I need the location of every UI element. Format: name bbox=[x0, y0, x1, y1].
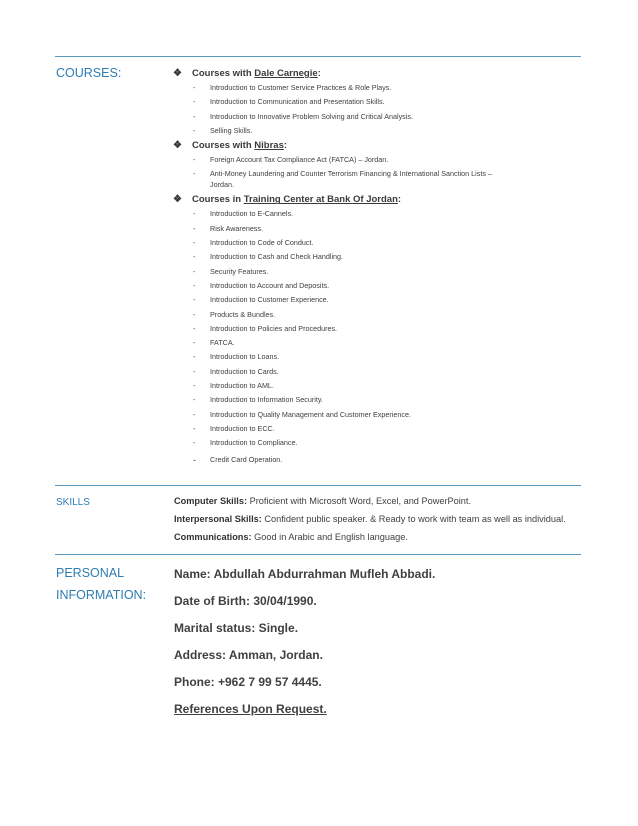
skills-section bbox=[160, 492, 585, 546]
list-item: - Introduction to Information Security. bbox=[193, 395, 323, 405]
list-item: - Products & Bundles. bbox=[193, 309, 276, 319]
date-of-birth: Date of Birth: 30/04/1990. bbox=[174, 594, 317, 608]
skills-heading: SKILLS bbox=[56, 497, 90, 508]
courses-section bbox=[160, 66, 585, 469]
course-group-title: ❖ Courses with Dale Carnegie: bbox=[173, 68, 321, 79]
list-item: - Selling Skills. bbox=[193, 125, 253, 135]
list-item: - Introduction to Communication and Presentation Skills. bbox=[193, 97, 385, 107]
personal-heading: PERSONAL INFORMATION: bbox=[56, 566, 147, 602]
computer-skills: Computer Skills: Proficient with Microsoft Word, Excel, and PowerPoint. bbox=[174, 496, 472, 506]
list-item: - Introduction to Code of Conduct. bbox=[193, 238, 314, 248]
marital-status: Marital status: Single. bbox=[174, 621, 299, 635]
provider-name: Dale Carnegie bbox=[254, 68, 318, 79]
course-list bbox=[160, 153, 585, 192]
list-item: - Credit Card Operation. bbox=[193, 454, 283, 465]
diamond-bullet-icon: ❖ bbox=[173, 194, 182, 206]
list-item: - Introduction to ECC. bbox=[193, 423, 275, 433]
personal-section bbox=[160, 561, 585, 723]
skills-divider bbox=[55, 485, 581, 486]
course-group-title: ❖ Courses in Training Center at Bank Of Jordan: bbox=[173, 194, 402, 206]
list-item: - Introduction to Loans. bbox=[193, 352, 280, 362]
list-item: - FATCA. bbox=[193, 338, 235, 348]
list-item: - Anti-Money Laundering and Counter Terrorism Financing & International Sanction Lists – Jordan. bbox=[193, 169, 492, 190]
list-item: - Introduction to AML. bbox=[193, 381, 274, 391]
list-item: - Foreign Account Tax Compliance Act (FATCA) – Jordan. bbox=[193, 155, 389, 165]
diamond-bullet-icon: ❖ bbox=[173, 68, 182, 79]
list-item: - Introduction to Customer Experience. bbox=[193, 295, 329, 305]
courses-heading: COURSES: bbox=[56, 66, 122, 80]
list-item: - Introduction to E-Cannels. bbox=[193, 209, 294, 219]
personal-divider bbox=[55, 554, 581, 555]
list-item: - Risk Awareness. bbox=[193, 223, 263, 233]
phone: Phone: +962 7 99 57 4445. bbox=[174, 675, 322, 689]
top-divider bbox=[55, 56, 581, 57]
address: Address: Amman, Jordan. bbox=[174, 648, 323, 662]
list-item: - Introduction to Account and Deposits. bbox=[193, 280, 330, 290]
list-item: - Introduction to Cash and Check Handling. bbox=[193, 252, 344, 262]
list-item: - Security Features. bbox=[193, 266, 269, 276]
references: References Upon Request. bbox=[174, 702, 327, 716]
list-item: - Introduction to Cards. bbox=[193, 366, 279, 376]
diamond-bullet-icon: ❖ bbox=[173, 140, 182, 152]
list-item: - Introduction to Customer Service Practices & Role Plays. bbox=[193, 83, 392, 92]
provider-name: Training Center at Bank Of Jordan bbox=[243, 194, 398, 206]
course-list bbox=[160, 81, 585, 138]
list-item: - Introduction to Quality Management and Customer Experience. bbox=[193, 409, 411, 419]
list-item: - Introduction to Innovative Problem Solving and Critical Analysis. bbox=[193, 111, 413, 121]
list-item: - Introduction to Compliance. bbox=[193, 438, 298, 448]
communication-skills: Communications: Good in Arabic and English language. bbox=[174, 532, 408, 542]
interpersonal-skills: Interpersonal Skills: Confident public speaker. & Ready to work with team as well as individual. bbox=[174, 514, 566, 524]
provider-name: Nibras bbox=[254, 140, 284, 152]
list-item: - Introduction to Policies and Procedures. bbox=[193, 323, 338, 333]
full-name: Name: Abdullah Abdurrahman Mufleh Abbadi. bbox=[174, 567, 436, 581]
course-group-title: ❖ Courses with Nibras: bbox=[173, 140, 288, 152]
course-list bbox=[160, 207, 585, 468]
